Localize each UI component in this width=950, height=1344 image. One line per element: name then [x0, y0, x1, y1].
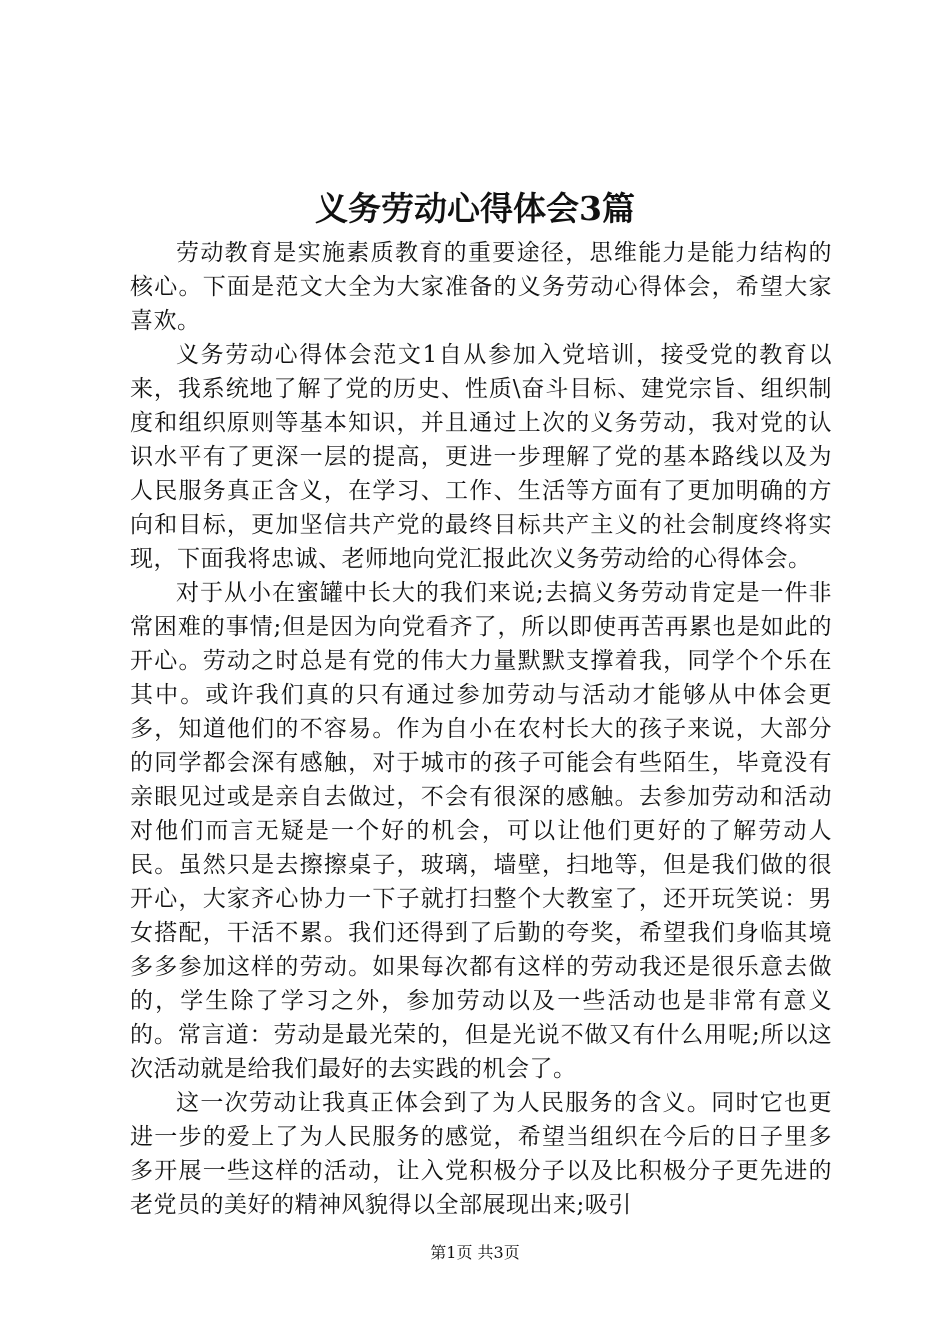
paragraph-intro: 劳动教育是实施素质教育的重要途径，思维能力是能力结构的核心。下面是范文大全为大家准备的义务劳动心得体会，希望大家喜欢。: [130, 240, 832, 334]
document-title: 义务劳动心得体会3篇: [315, 189, 635, 228]
page-number-footer: 第1页 共3页: [430, 1243, 520, 1262]
paragraph-reflection: 这一次劳动让我真正体会到了为人民服务的含义。同时它也更进一步的爱上了为人民服务的感觉，希望当组织在今后的日子里多多开展一些这样的活动，让入党积极分子以及比积极分子更先进的老党员的美好的精神风貌得以全部展现出来;吸引: [130, 1090, 832, 1218]
paragraph-essay-1: 义务劳动心得体会范文1自从参加入党培训，接受党的教育以来，我系统地了解了党的历史、性质\奋斗目标、建党宗旨、组织制度和组织原则等基本知识，并且通过上次的义务劳动，我对党的认识水平有了更深一层的提高，更进一步理解了党的基本路线以及为人民服务真正含义，在学习、工作、生活等方面有了更加明确的方向和目标，更加坚信共产党的最终目标共产主义的社会制度终将实现，下面我将忠诚、老师地向党汇报此次义务劳动给的心得体会。: [130, 342, 832, 572]
document-body: [130, 236, 832, 1222]
paragraph-experience: 对于从小在蜜罐中长大的我们来说;去搞义务劳动肯定是一件非常困难的事情;但是因为向党看齐了，所以即使再苦再累也是如此的开心。劳动之时总是有党的伟大力量默默支撑着我，同学个个乐在其中。或许我们真的只有通过参加劳动与活动才能够从中体会更多，知道他们的不容易。作为自小在农村长大的孩子来说，大部分的同学都会深有感触，对于城市的孩子可能会有些陌生，毕竟没有亲眼见过或是亲自去做过，不会有很深的感触。去参加劳动和活动对他们而言无疑是一个好的机会，可以让他们更好的了解劳动人民。虽然只是去擦擦桌子，玻璃，墙壁，扫地等，但是我们做的很开心，大家齐心协力一下子就打扫整个大教室了，还开玩笑说：男女搭配，干活不累。我们还得到了后勤的夸奖，希望我们身临其境多多参加这样的劳动。如果每次都有这样的劳动我还是很乐意去做的，学生除了学习之外，参加劳动以及一些活动也是非常有意义的。常言道：劳动是最光荣的，但是光说不做又有什么用呢;所以这次活动就是给我们最好的去实践的机会了。: [130, 580, 832, 1082]
